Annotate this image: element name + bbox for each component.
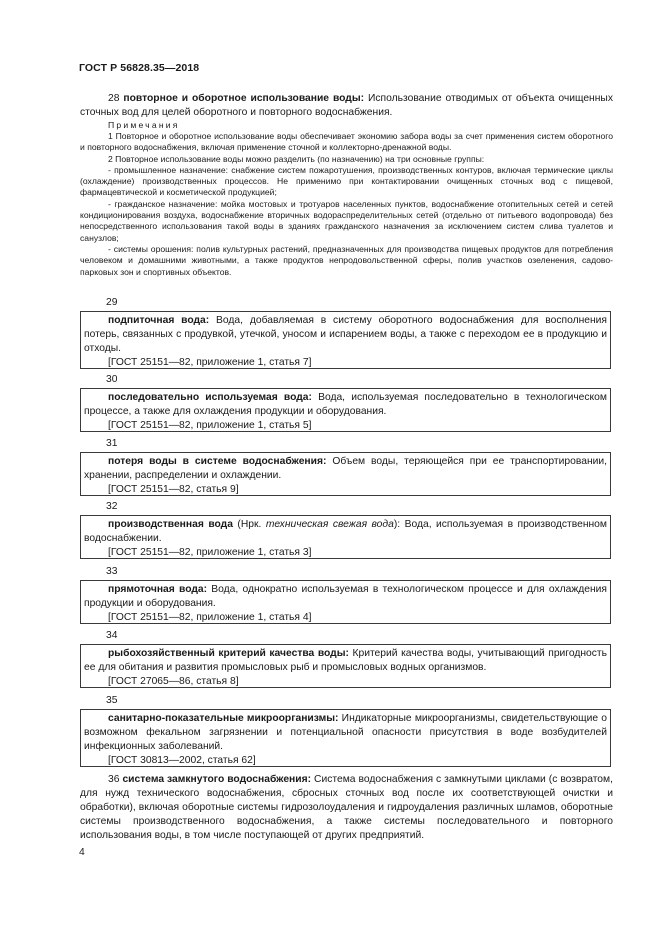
term-reference: [ГОСТ 25151—82, статья 9] (108, 483, 239, 495)
term-reference: [ГОСТ 25151—82, приложение 1, статья 4] (108, 611, 312, 623)
term-title: производственная вода (108, 519, 233, 530)
term-definition: Критерий качества воды, учитывающий пригодность ее для обитания и развития промысловых рыб и промысловых водных организмов. (84, 648, 607, 673)
term-definition-line (84, 712, 607, 754)
term-title: рыбохозяйственный критерий качества воды: (108, 648, 349, 659)
document-header: ГОСТ Р 56828.35—2018 (79, 62, 200, 74)
term-number: 33 (106, 566, 118, 577)
notes-title: Примечания (108, 120, 180, 130)
note-line: - гражданское назначение: мойка мостовых и тротуаров населенных пунктов, водоснабжение отопительных сетей и сетей кондиционирования воздуха, водоснабжение вторичных водораспределительных сетей (отдельно от питьевого водопровода) без непосредственного использования такой воды в зданиях гражданского назначения за исключением систем слива туалетов и санузлов; (80, 198, 613, 243)
term-number: 31 (106, 438, 118, 449)
term-definition: Индикаторные микроорганизмы, свидетельствующие о возможном фекальном загрязнении и потенциальной опасности присутствия в воде возбудителей инфекционных заболеваний. (84, 713, 607, 752)
term-number: 29 (106, 297, 118, 308)
note-line: 2 Повторное использование воды можно разделить (по назначению) на три основные группы: (108, 153, 485, 164)
term-definition: ): Вода, используемая в производственном водоснабжении. (84, 519, 607, 544)
term-32-box (80, 515, 611, 559)
term-definition: Объем воды, теряющейся при ее транспортировании, хранении, распределении и охлаждении. (84, 456, 607, 481)
term-definition-line (84, 391, 607, 419)
term-reference: [ГОСТ 25151—82, приложение 1, статья 7] (108, 356, 312, 368)
term-definition-line (84, 314, 607, 356)
deprecated-term: техническая свежая вода (265, 519, 394, 530)
term-reference: [ГОСТ 25151—82, приложение 1, статья 3] (108, 546, 312, 558)
term-definition: Использование отводимых от объекта очищенных сточных вод для целей оборотного и повторного водоснабжения. (80, 93, 613, 118)
term-definition-line (84, 583, 607, 611)
page-number: 4 (79, 847, 85, 858)
term-33-box (80, 580, 611, 624)
term-definition: Вода, используемая последовательно в технологическом процессе, а также для охлаждения продукции и оборудования. (84, 392, 607, 417)
term-number: 34 (106, 630, 118, 641)
term-36-paragraph (80, 773, 613, 843)
term-reference: [ГОСТ 25151—82, приложение 1, статья 5] (108, 419, 312, 431)
term-number: 36 (108, 774, 120, 785)
term-definition-line (84, 647, 607, 675)
term-title: подпиточная вода: (108, 315, 210, 326)
term-number: 32 (106, 501, 118, 512)
term-note: (Нрк. (232, 519, 266, 530)
term-29-box (80, 311, 611, 369)
term-definition: Вода, однократно используемая в технологическом процессе и для охлаждения продукции и оборудования. (84, 584, 607, 609)
term-title: прямоточная вода: (108, 584, 208, 595)
term-reference: [ГОСТ 30813—2002, статья 62] (108, 754, 256, 766)
term-title: санитарно-показательные микроорганизмы: (108, 713, 339, 724)
term-35-box (80, 709, 611, 767)
term-definition-line (84, 518, 607, 546)
note-line: - системы орошения: полив культурных растений, предназначенных для производства пищевых продуктов для потребления человеком и домашними животными, а также продуктов непродовольственной сферы, полив участков озеленения, садово-парковых зон и спортивных объектов. (80, 243, 613, 277)
term-title: система замкнутого водоснабжения: (122, 774, 312, 785)
term-31-box (80, 452, 611, 496)
term-reference: [ГОСТ 27065—86, статья 8] (108, 675, 239, 687)
term-definition-line (84, 455, 607, 483)
notes-block (80, 131, 613, 278)
term-number: 35 (106, 695, 118, 706)
note-line: 1 Повторное и оборотное использование воды обеспечивает экономию забора воды за счет применения систем оборотного и повторного водоснабжения, включая применение сточной и коллекторно-дренажной воды. (80, 131, 613, 153)
term-28-paragraph (80, 92, 613, 120)
term-definition: Вода, добавляемая в систему оборотного водоснабжения для восполнения потерь, связанных с продувкой, утечкой, уносом и испарением воды, а также с переходом ее в продукцию и отходы. (84, 315, 607, 354)
term-30-box (80, 388, 611, 432)
note-line: - промышленное назначение: снабжение систем пожаротушения, производственных контуров, включая термические циклы (охлаждение) производственных процессов. Не применимо при контактировании очищенных сточных вод с пищевой, фармацевтической и косметической продукцией; (80, 164, 613, 198)
term-number: 28 (108, 93, 120, 104)
term-title: последовательно используемая вода: (108, 392, 312, 403)
term-number: 30 (106, 374, 118, 385)
term-34-box (80, 644, 611, 688)
term-title: потеря воды в системе водоснабжения: (108, 456, 327, 467)
term-title: повторное и оборотное использование воды: (123, 93, 365, 104)
term-definition: Система водоснабжения с замкнутыми циклами (с возвратом, для нужд технического водоснабжения, сбросных сточных вод после их соответствующей очистки и обработки), включая оборотные системы гидрозолоудаления и гидроудаления различных шламов, оборотные системы производственного водоснабжения, а также системы последовательного и повторного использования воды, в том числе поступающей от других предприятий. (80, 774, 613, 841)
